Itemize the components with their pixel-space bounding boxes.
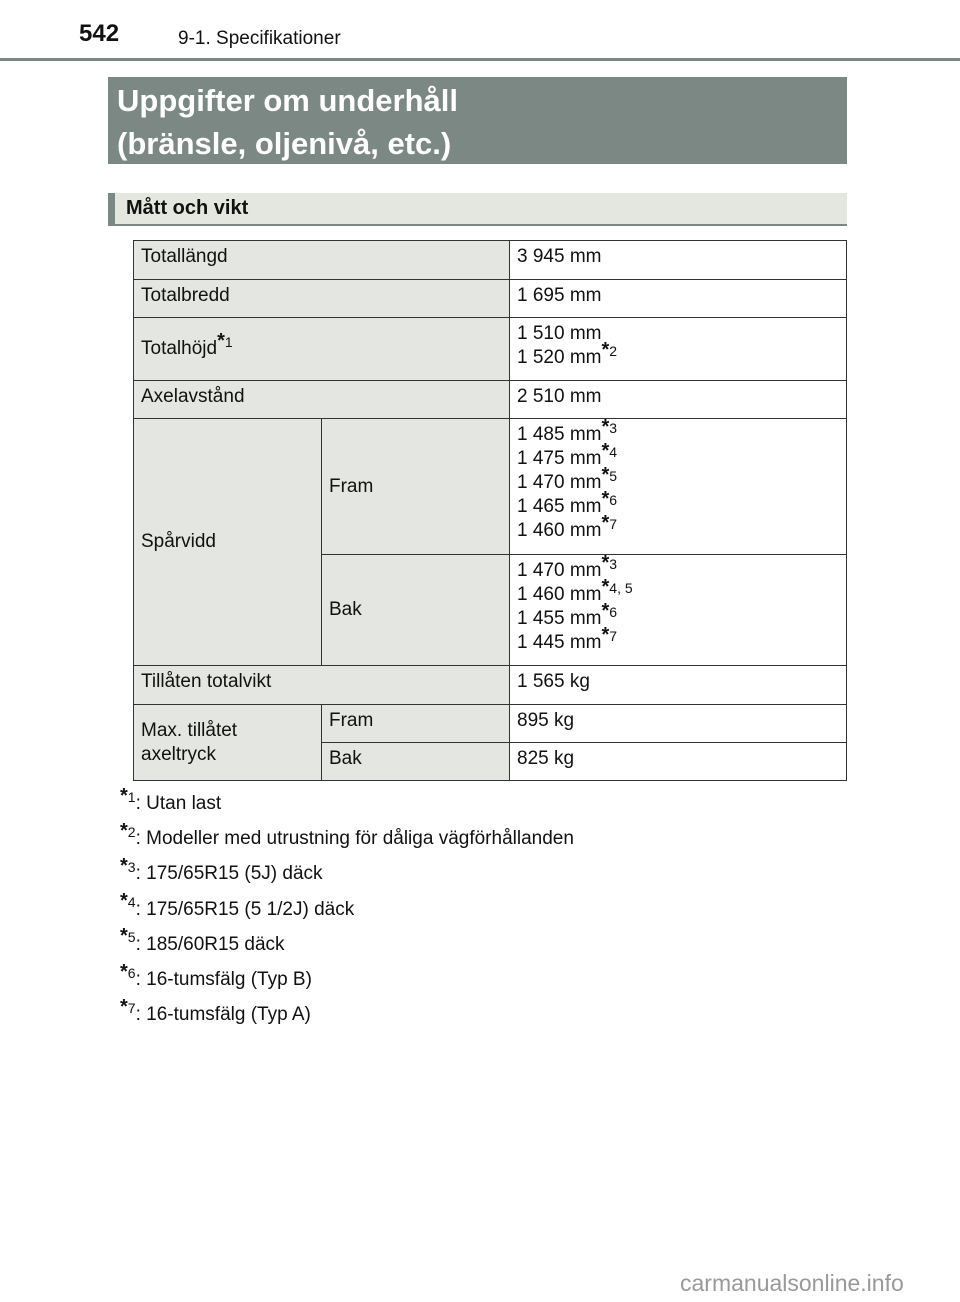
- row-value: 895 kg: [510, 705, 847, 743]
- label-line: Max. tillåtet: [141, 719, 238, 741]
- row-value: 825 kg: [510, 743, 847, 781]
- row-label: Totalhöjd$^{*1}$: [134, 318, 510, 381]
- value-line: 1 475 $mm^{*4}$: [517, 439, 618, 469]
- specs-table: [133, 240, 847, 781]
- footnote: $^{*5}$: 185/60R15 däck: [120, 925, 285, 955]
- sub-label: Fram: [322, 705, 510, 743]
- footnote-ref: 1: [224, 333, 233, 350]
- row-value: 1 565 kg: [510, 666, 847, 705]
- label-text: Totalhöjd: [141, 338, 218, 359]
- value-line: 1 470 $mm^{*3}$: [517, 551, 618, 581]
- title-line-1: Uppgifter om underhåll: [117, 83, 458, 118]
- row-label: [134, 705, 322, 781]
- value-line: 1 510 mm: [517, 323, 602, 344]
- table-row: [134, 666, 847, 705]
- label-line: axeltryck: [141, 743, 216, 765]
- subsection-header: [108, 193, 847, 226]
- page-number: 542: [79, 20, 120, 47]
- row-label: Tillåten totalvikt: [134, 666, 510, 705]
- footnote: $^{*6}$: 16-tumsfälg (Typ B): [120, 960, 312, 990]
- value-line: 1 460 $mm^{*7}$: [517, 511, 618, 541]
- table-row: [134, 381, 847, 419]
- title-line-2: (bränsle, oljenivå, etc.): [117, 126, 452, 161]
- value-line: 1 445 $mm^{*7}$: [517, 623, 618, 653]
- sub-label: Bak: [322, 743, 510, 781]
- table-row: [134, 318, 847, 381]
- value-line: 1 470 $mm^{*5}$: [517, 463, 618, 493]
- value-line: 1 460 mm$^{*4, 5}$: [517, 575, 633, 605]
- table-row: [134, 705, 847, 743]
- sub-label: Fram: [322, 419, 510, 555]
- footnote: $^{*1}$: Utan last: [120, 784, 222, 814]
- value-line: 1 455 $mm^{*6}$: [517, 599, 618, 629]
- value-line: 1 465 $mm^{*6}$: [517, 487, 618, 517]
- header-divider: [0, 58, 960, 61]
- row-value: [510, 318, 847, 381]
- table-row: [134, 419, 847, 555]
- footnote: $^{*3}$: 175/65R15 (5J) däck: [120, 855, 323, 885]
- title-banner: [108, 77, 847, 164]
- row-label: Totalbredd: [134, 280, 510, 318]
- row-value: [510, 415, 847, 555]
- row-label: Axelavstånd: [134, 381, 510, 419]
- watermark: carmanualsonline.info: [680, 1270, 904, 1296]
- footnote: $^{*7}$: 16-tumsfälg (Typ A): [120, 995, 311, 1026]
- footnote: $^{*2}$: Modeller med utrustning för dåliga vägförhållanden: [120, 819, 574, 850]
- section-title: 9-1. Specifikationer: [178, 28, 341, 49]
- row-label: Totallängd: [134, 241, 510, 280]
- table-row: [134, 280, 847, 318]
- footnotes: [120, 784, 574, 1036]
- row-label: Spårvidd: [134, 419, 322, 666]
- row-value: 2 510 mm: [510, 381, 847, 419]
- table-row: [134, 241, 847, 280]
- value-line: 1 520 $mm^{*2}$: [517, 338, 618, 368]
- row-value: 1 695 mm: [510, 280, 847, 318]
- row-value: 3 945 mm: [510, 241, 847, 280]
- footnote: $^{*4}$: 175/65R15 (5 1/2J) däck: [120, 890, 355, 920]
- subsection-title: Mått och vikt: [126, 197, 249, 219]
- sub-label: Bak: [322, 555, 510, 666]
- value-line: 1 485 $mm^{*3}$: [517, 415, 618, 445]
- row-value: [510, 551, 847, 666]
